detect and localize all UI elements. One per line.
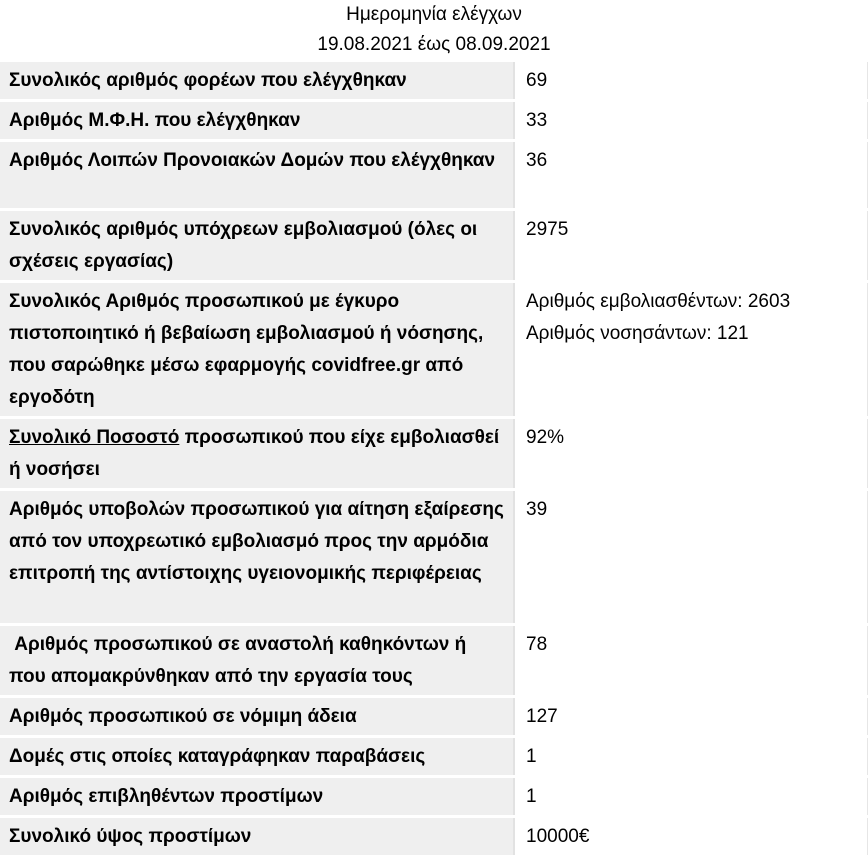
report-header [0, 0, 868, 62]
row-value: 78 [514, 625, 868, 697]
recovered-count: Αριθμός νοσησάντων: 121 [526, 323, 749, 344]
vaccinated-count: Αριθμός εμβολιασθέντων: 2603 [526, 291, 791, 312]
row-value: 33 [514, 101, 868, 141]
table-row [0, 101, 868, 141]
inspection-dates-title: Ημερομηνία ελέγχων [346, 4, 522, 25]
row-label: Αριθμός προσωπικού σε νόμιμη άδεια [0, 697, 514, 737]
row-label: Συνολικός αριθμός υπόχρεων εμβολιασμού (όλες οι σχέσεις εργασίας) [0, 210, 514, 282]
row-value: 36 [514, 141, 868, 210]
row-label: Συνολικός αριθμός φορέων που ελέγχθηκαν [0, 62, 514, 101]
table-row [0, 625, 868, 697]
table-row [0, 418, 868, 490]
row-label: Αριθμός επιβληθέντων προστίμων [0, 777, 514, 817]
table-row [0, 817, 868, 857]
row-label: Δομές στις οποίες καταγράφηκαν παραβάσεις [0, 737, 514, 777]
row-value: 2975 [514, 210, 868, 282]
table-row [0, 697, 868, 737]
row-label: Αριθμός υποβολών προσωπικού για αίτηση εξαίρεσης από τον υποχρεωτικό εμβολιασμό προς την αρμόδια επιτροπή της αντίστοιχης υγειονομικής περιφέρειας [0, 490, 514, 625]
row-value: 10000€ [514, 817, 868, 857]
row-label: Συνολικός Αριθμός προσωπικού με έγκυρο πιστοποιητικό ή βεβαίωση εμβολιασμού ή νόσησης, που σαρώθηκε μέσω εφαρμογής covidfree.gr από εργοδότη [0, 282, 514, 418]
inspection-results-table [0, 62, 868, 858]
table-row [0, 777, 868, 817]
table-row [0, 490, 868, 625]
label-rest: προσωπικού που είχε εμβολιασθεί ή νοσήσει [9, 427, 500, 480]
inspection-date-range: 19.08.2021 έως 08.09.2021 [317, 34, 551, 55]
row-value: 127 [514, 697, 868, 737]
row-label: Συνολικό ύψος προστίμων [0, 817, 514, 857]
table-row [0, 210, 868, 282]
table-row [0, 141, 868, 210]
row-label [0, 418, 514, 490]
row-label: Αριθμός Μ.Φ.Η. που ελέγχθηκαν [0, 101, 514, 141]
underlined-label-part: Συνολικό Ποσοστό [9, 427, 180, 448]
row-value: 92% [514, 418, 868, 490]
row-value: 1 [514, 737, 868, 777]
row-label: Αριθμός Λοιπών Προνοιακών Δομών που ελέγχθηκαν [0, 141, 514, 210]
row-value: 39 [514, 490, 868, 625]
row-value: 69 [514, 62, 868, 101]
table-row [0, 737, 868, 777]
row-value [514, 282, 868, 418]
table-row [0, 62, 868, 101]
row-label: Αριθμός προσωπικού σε αναστολή καθηκόντων ή που απομακρύνθηκαν από την εργασία τους [0, 625, 514, 697]
row-value: 1 [514, 777, 868, 817]
table-row [0, 282, 868, 418]
